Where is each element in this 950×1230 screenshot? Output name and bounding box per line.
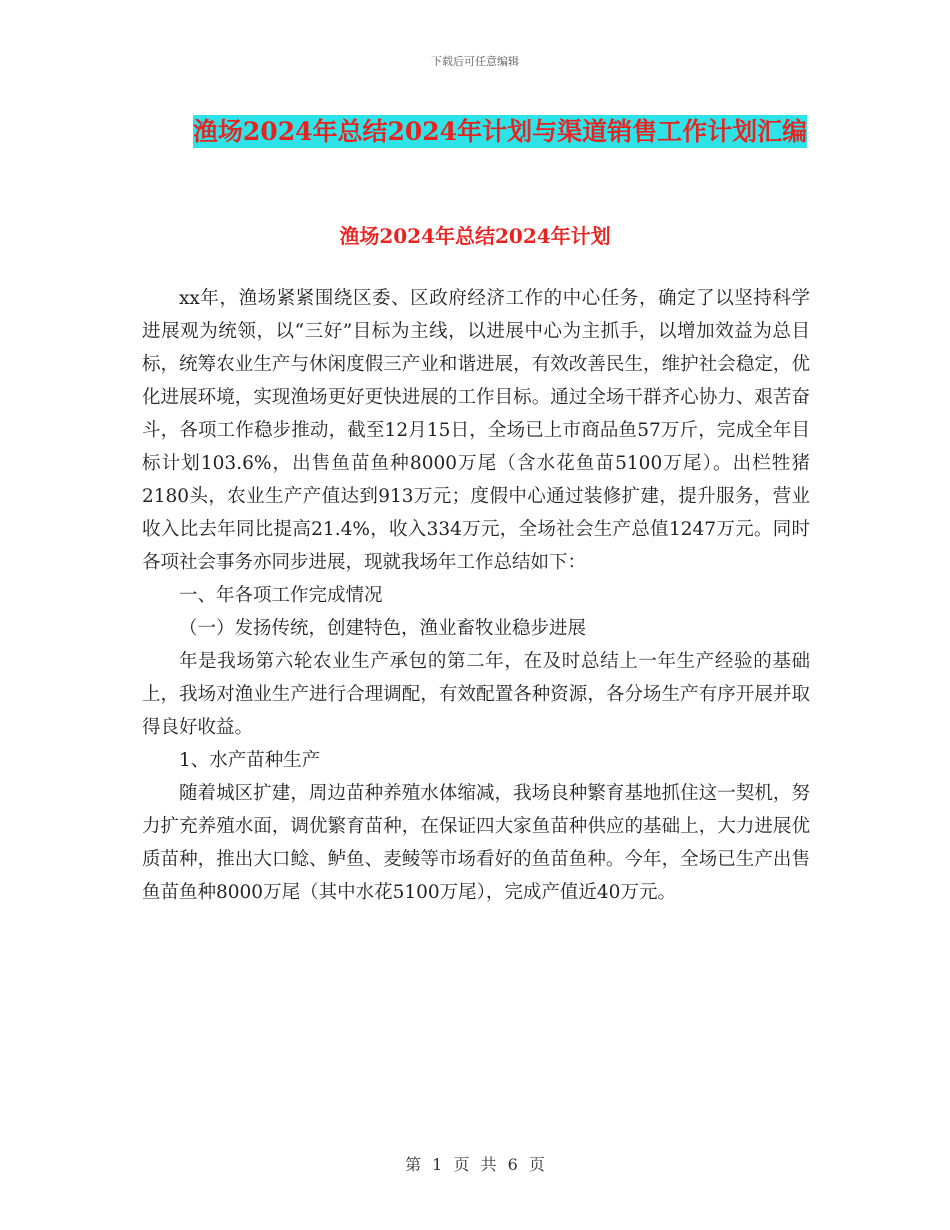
paragraph-production: 年是我场第六轮农业生产承包的第二年，在及时总结上一年生产经验的基础上，我场对渔业生产进行合理调配，有效配置各种资源，各分场生产有序开展并取得良好收益。 xyxy=(142,651,810,738)
paragraph-intro: xx年，渔场紧紧围绕区委、区政府经济工作的中心任务，确定了以坚持科学进展观为统领，以“三好”目标为主线，以进展中心为主抓手，以增加效益为总目标，统筹农业生产与休闲度假三产业和谐进展，有效改善民生，维护社会稳定，优化进展环境，实现渔场更好更快进展的工作目标。通过全场干群齐心协力、艰苦奋斗，各项工作稳步推动，截至12月15日，全场已上市商品鱼57万斤，完成全年目标计划103.6%，出售鱼苗鱼种8000万尾（含水花鱼苗5100万尾）。出栏牲猪2180头，农业生产产值达到913万元；度假中心通过装修扩建，提升服务，营业收入比去年同比提高21.4%，收入334万元，全场社会生产总值1247万元。同时各项社会事务亦同步进展，现就我场年工作总结如下： xyxy=(142,288,810,573)
heading-level-2: （一）发扬传统，创建特色，渔业畜牧业稳步进展 xyxy=(179,618,587,639)
heading-level-1: 一、年各项工作完成情况 xyxy=(179,585,383,606)
document-body xyxy=(142,282,810,909)
paragraph-fry-production: 随着城区扩建，周边苗种养殖水体缩减，我场良种繁育基地抓住这一契机，努力扩充养殖水面，调优繁育苗种，在保证四大家鱼苗种供应的基础上，大力进展优质苗种，推出大口鲶、鲈鱼、麦鲮等市场看好的鱼苗鱼种。今年，全场已生产出售鱼苗鱼种8000万尾（其中水花5100万尾），完成产值近40万元。 xyxy=(142,783,810,903)
heading-level-3: 1、水产苗种生产 xyxy=(179,750,321,771)
page-footer: 第 1 页 共 6 页 xyxy=(405,1155,545,1174)
document-title-text: 渔场2024年总结2024年计划与渠道销售工作计划汇编 xyxy=(192,117,808,146)
section-title: 渔场2024年总结2024年计划 xyxy=(339,224,611,248)
document-title xyxy=(150,110,850,154)
header-note: 下载后可任意编辑 xyxy=(431,55,519,68)
